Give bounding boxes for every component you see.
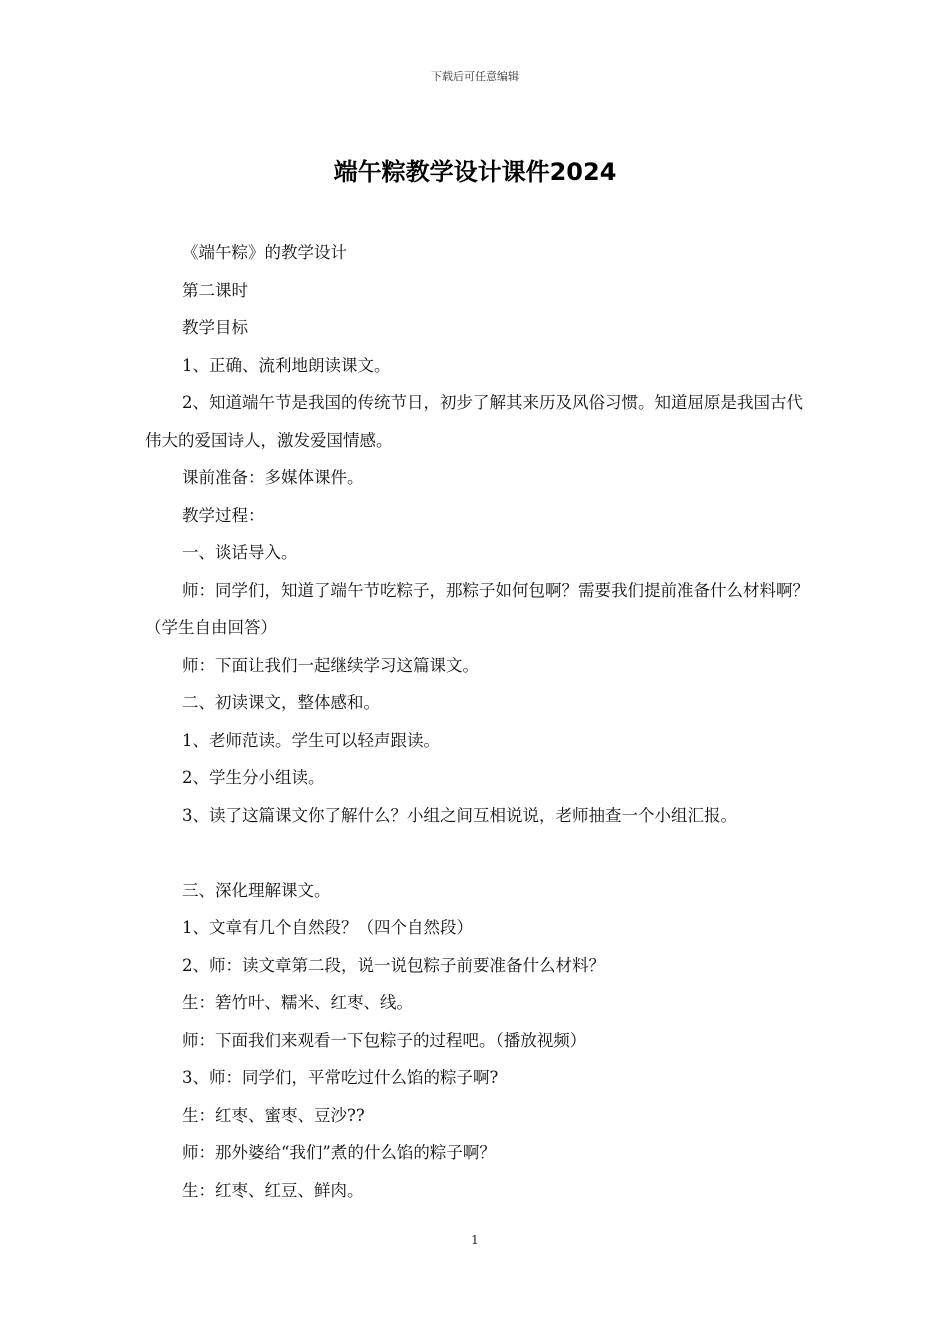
paragraph: 生：红枣、蜜枣、豆沙?? [182,1105,365,1125]
paragraph: 第二课时 [182,280,248,300]
document-body [145,234,815,1209]
paragraph: 教学目标 [182,318,248,337]
paragraph: 二、初读课文，整体感和。 [182,693,380,712]
page-header-note: 下载后可任意编辑 [431,70,519,83]
paragraph: 2、学生分小组读。 [182,768,325,787]
paragraph: 一、谈话导入。 [182,543,298,562]
paragraph: 《端午粽》的教学设计 [182,243,347,262]
paragraph: 2、知道端午节是我国的传统节日，初步了解其来历及风俗习惯。知道屈原是我国古代伟大的爱国诗人，激发爱国情感。 [145,393,803,450]
paragraph-spacer [145,834,815,872]
paragraph: 生：箬竹叶、糯米、红枣、线。 [182,993,413,1012]
paragraph: 3、读了这篇课文你了解什么？小组之间互相说说，老师抽查一个小组汇报。 [182,805,737,825]
document-title: 端午粽教学设计课件2024 [333,158,617,186]
paragraph: 课前准备：多媒体课件。 [182,468,364,487]
paragraph: 教学过程： [182,505,265,525]
paragraph: 师：那外婆给“我们”煮的什么馅的粽子啊？ [182,1143,496,1162]
paragraph: 三、深化理解课文。 [182,880,331,900]
page-number: 1 [471,1233,479,1247]
paragraph: 1、文章有几个自然段？（四个自然段） [182,918,473,937]
paragraph: 师：同学们，知道了端午节吃粽子，那粽子如何包啊？需要我们提前准备什么材料啊？（学生自由回答） [145,580,809,637]
paragraph: 1、正确、流利地朗读课文。 [182,355,391,375]
paragraph: 师：下面让我们一起继续学习这篇课文。 [182,655,479,675]
paragraph: 生：红枣、红豆、鲜肉。 [182,1180,364,1200]
paragraph: 2、师：读文章第二段，说一说包粽子前要准备什么材料？ [182,955,605,975]
paragraph: 师：下面我们来观看一下包粽子的过程吧。（播放视频） [182,1030,587,1050]
paragraph: 1、老师范读。学生可以轻声跟读。 [182,730,440,750]
paragraph: 3、师：同学们，平常吃过什么馅的粽子啊? [182,1068,499,1087]
